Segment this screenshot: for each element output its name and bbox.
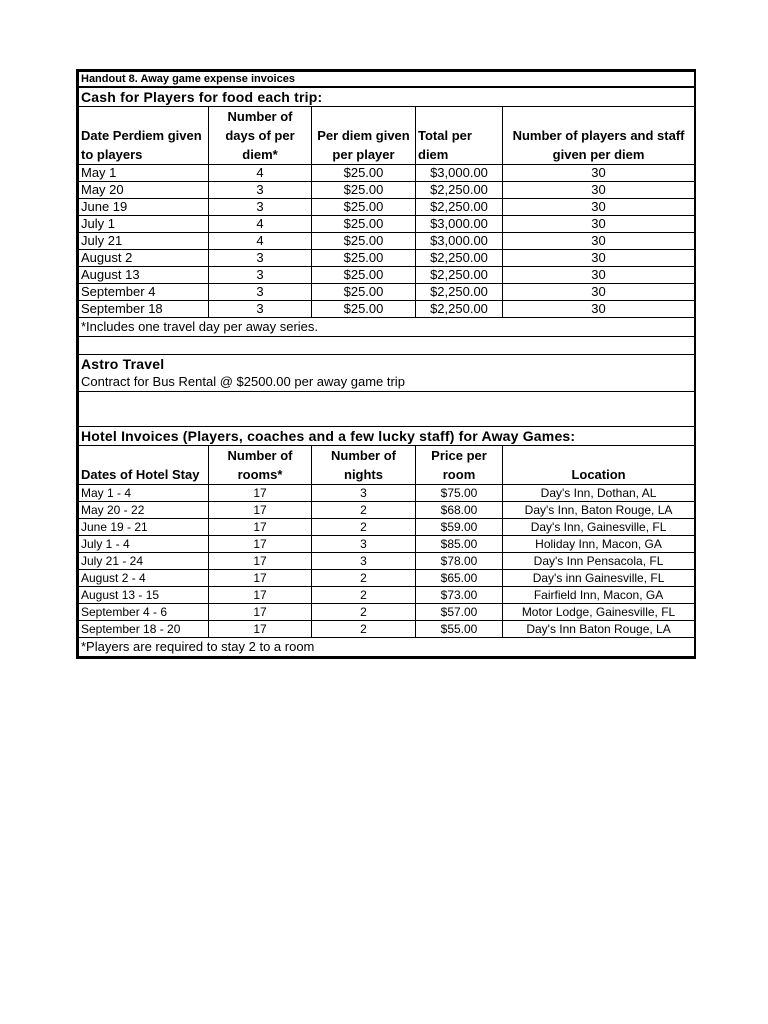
cell-price: $59.00	[416, 519, 503, 536]
cell-dates: August 2 - 4	[79, 570, 209, 587]
cell-price: $78.00	[416, 553, 503, 570]
table-row	[79, 182, 695, 199]
cell-date: September 4	[79, 284, 209, 301]
cell-per-diem: $25.00	[312, 284, 416, 301]
table-row	[79, 485, 695, 502]
col-header-price: Price per room	[416, 446, 503, 485]
cell-days: 3	[209, 301, 312, 318]
cell-total: $2,250.00	[416, 199, 503, 216]
cell-dates: August 13 - 15	[79, 587, 209, 604]
cell-players: 30	[503, 182, 695, 199]
cell-date: September 18	[79, 301, 209, 318]
cash-rows	[79, 165, 695, 318]
table-row	[79, 621, 695, 638]
cell-per-diem: $25.00	[312, 216, 416, 233]
cell-days: 3	[209, 250, 312, 267]
cell-per-diem: $25.00	[312, 267, 416, 284]
cell-players: 30	[503, 284, 695, 301]
cell-players: 30	[503, 199, 695, 216]
table-row	[79, 570, 695, 587]
cell-per-diem: $25.00	[312, 182, 416, 199]
cell-rooms: 17	[209, 570, 312, 587]
cell-location: Day's Inn Pensacola, FL	[503, 553, 695, 570]
table-row	[79, 199, 695, 216]
cell-per-diem: $25.00	[312, 199, 416, 216]
cell-nights: 2	[312, 502, 416, 519]
expense-table	[78, 71, 695, 657]
table-row	[79, 519, 695, 536]
cell-nights: 3	[312, 536, 416, 553]
cell-date: July 1	[79, 216, 209, 233]
cell-price: $68.00	[416, 502, 503, 519]
cell-days: 4	[209, 216, 312, 233]
cell-rooms: 17	[209, 553, 312, 570]
cell-nights: 3	[312, 553, 416, 570]
cell-price: $65.00	[416, 570, 503, 587]
cell-rooms: 17	[209, 485, 312, 502]
cell-per-diem: $25.00	[312, 250, 416, 267]
col-header-nights: Number of nights	[312, 446, 416, 485]
cell-price: $75.00	[416, 485, 503, 502]
table-row	[79, 216, 695, 233]
cell-nights: 2	[312, 519, 416, 536]
cell-total: $2,250.00	[416, 182, 503, 199]
cell-location: Day's Inn, Baton Rouge, LA	[503, 502, 695, 519]
cell-days: 3	[209, 267, 312, 284]
cell-total: $3,000.00	[416, 233, 503, 250]
cell-date: May 1	[79, 165, 209, 182]
table-row	[79, 536, 695, 553]
hotel-footnote: *Players are required to stay 2 to a room	[79, 638, 695, 657]
table-row	[79, 284, 695, 301]
cell-location: Fairfield Inn, Macon, GA	[503, 587, 695, 604]
cell-location: Holiday Inn, Macon, GA	[503, 536, 695, 553]
table-row	[79, 604, 695, 621]
cell-players: 30	[503, 165, 695, 182]
cell-dates: May 1 - 4	[79, 485, 209, 502]
cell-dates: September 18 - 20	[79, 621, 209, 638]
table-row	[79, 301, 695, 318]
cell-nights: 2	[312, 604, 416, 621]
table-row	[79, 267, 695, 284]
col-header-rooms: Number of rooms*	[209, 446, 312, 485]
table-row	[79, 250, 695, 267]
cell-location: Day's Inn, Gainesville, FL	[503, 519, 695, 536]
cell-date: August 2	[79, 250, 209, 267]
cell-dates: June 19 - 21	[79, 519, 209, 536]
cash-footnote: *Includes one travel day per away series.	[79, 318, 695, 337]
col-header-days: Number of days of per diem*	[209, 107, 312, 165]
cell-total: $2,250.00	[416, 267, 503, 284]
invoice-sheet	[76, 69, 696, 659]
col-header-players: Number of players and staff given per diem	[503, 107, 695, 165]
cell-total: $3,000.00	[416, 165, 503, 182]
cell-days: 3	[209, 199, 312, 216]
col-header-date: Date Perdiem given to players	[79, 107, 209, 165]
col-header-dates: Dates of Hotel Stay	[79, 446, 209, 485]
handout-title: Handout 8. Away game expense invoices	[79, 72, 695, 88]
cash-section-title: Cash for Players for food each trip:	[79, 87, 695, 107]
table-row	[79, 233, 695, 250]
table-row	[79, 553, 695, 570]
cell-days: 4	[209, 233, 312, 250]
col-header-total: Total per diem	[416, 107, 503, 165]
hotel-rows	[79, 485, 695, 638]
cell-nights: 2	[312, 587, 416, 604]
table-row	[79, 165, 695, 182]
cell-per-diem: $25.00	[312, 233, 416, 250]
col-header-per-diem: Per diem given per player	[312, 107, 416, 165]
cell-days: 4	[209, 165, 312, 182]
cell-total: $2,250.00	[416, 250, 503, 267]
cell-rooms: 17	[209, 604, 312, 621]
cell-price: $85.00	[416, 536, 503, 553]
cell-location: Motor Lodge, Gainesville, FL	[503, 604, 695, 621]
cell-date: July 21	[79, 233, 209, 250]
cell-players: 30	[503, 216, 695, 233]
cell-dates: July 21 - 24	[79, 553, 209, 570]
cell-nights: 2	[312, 621, 416, 638]
cell-players: 30	[503, 233, 695, 250]
cell-location: Day's inn Gainesville, FL	[503, 570, 695, 587]
hotel-section-title: Hotel Invoices (Players, coaches and a few lucky staff) for Away Games:	[79, 427, 695, 446]
cell-rooms: 17	[209, 587, 312, 604]
cell-players: 30	[503, 267, 695, 284]
cell-dates: May 20 - 22	[79, 502, 209, 519]
travel-title: Astro Travel	[79, 355, 695, 374]
travel-contract: Contract for Bus Rental @ $2500.00 per away game trip	[79, 373, 695, 392]
cell-rooms: 17	[209, 621, 312, 638]
cell-price: $57.00	[416, 604, 503, 621]
cell-date: August 13	[79, 267, 209, 284]
cell-days: 3	[209, 284, 312, 301]
cell-date: June 19	[79, 199, 209, 216]
cell-dates: September 4 - 6	[79, 604, 209, 621]
cell-location: Day's Inn Baton Rouge, LA	[503, 621, 695, 638]
cell-rooms: 17	[209, 536, 312, 553]
col-header-location: Location	[503, 446, 695, 485]
cell-price: $73.00	[416, 587, 503, 604]
cell-rooms: 17	[209, 502, 312, 519]
cell-days: 3	[209, 182, 312, 199]
spacer-row	[79, 337, 695, 355]
table-row	[79, 502, 695, 519]
cell-dates: July 1 - 4	[79, 536, 209, 553]
cell-nights: 2	[312, 570, 416, 587]
cell-players: 30	[503, 250, 695, 267]
cell-per-diem: $25.00	[312, 165, 416, 182]
spacer-row	[79, 392, 695, 427]
cell-date: May 20	[79, 182, 209, 199]
cell-total: $2,250.00	[416, 284, 503, 301]
table-row	[79, 587, 695, 604]
cell-location: Day's Inn, Dothan, AL	[503, 485, 695, 502]
cell-per-diem: $25.00	[312, 301, 416, 318]
cell-price: $55.00	[416, 621, 503, 638]
cell-nights: 3	[312, 485, 416, 502]
cell-total: $3,000.00	[416, 216, 503, 233]
cell-total: $2,250.00	[416, 301, 503, 318]
cell-players: 30	[503, 301, 695, 318]
cell-rooms: 17	[209, 519, 312, 536]
